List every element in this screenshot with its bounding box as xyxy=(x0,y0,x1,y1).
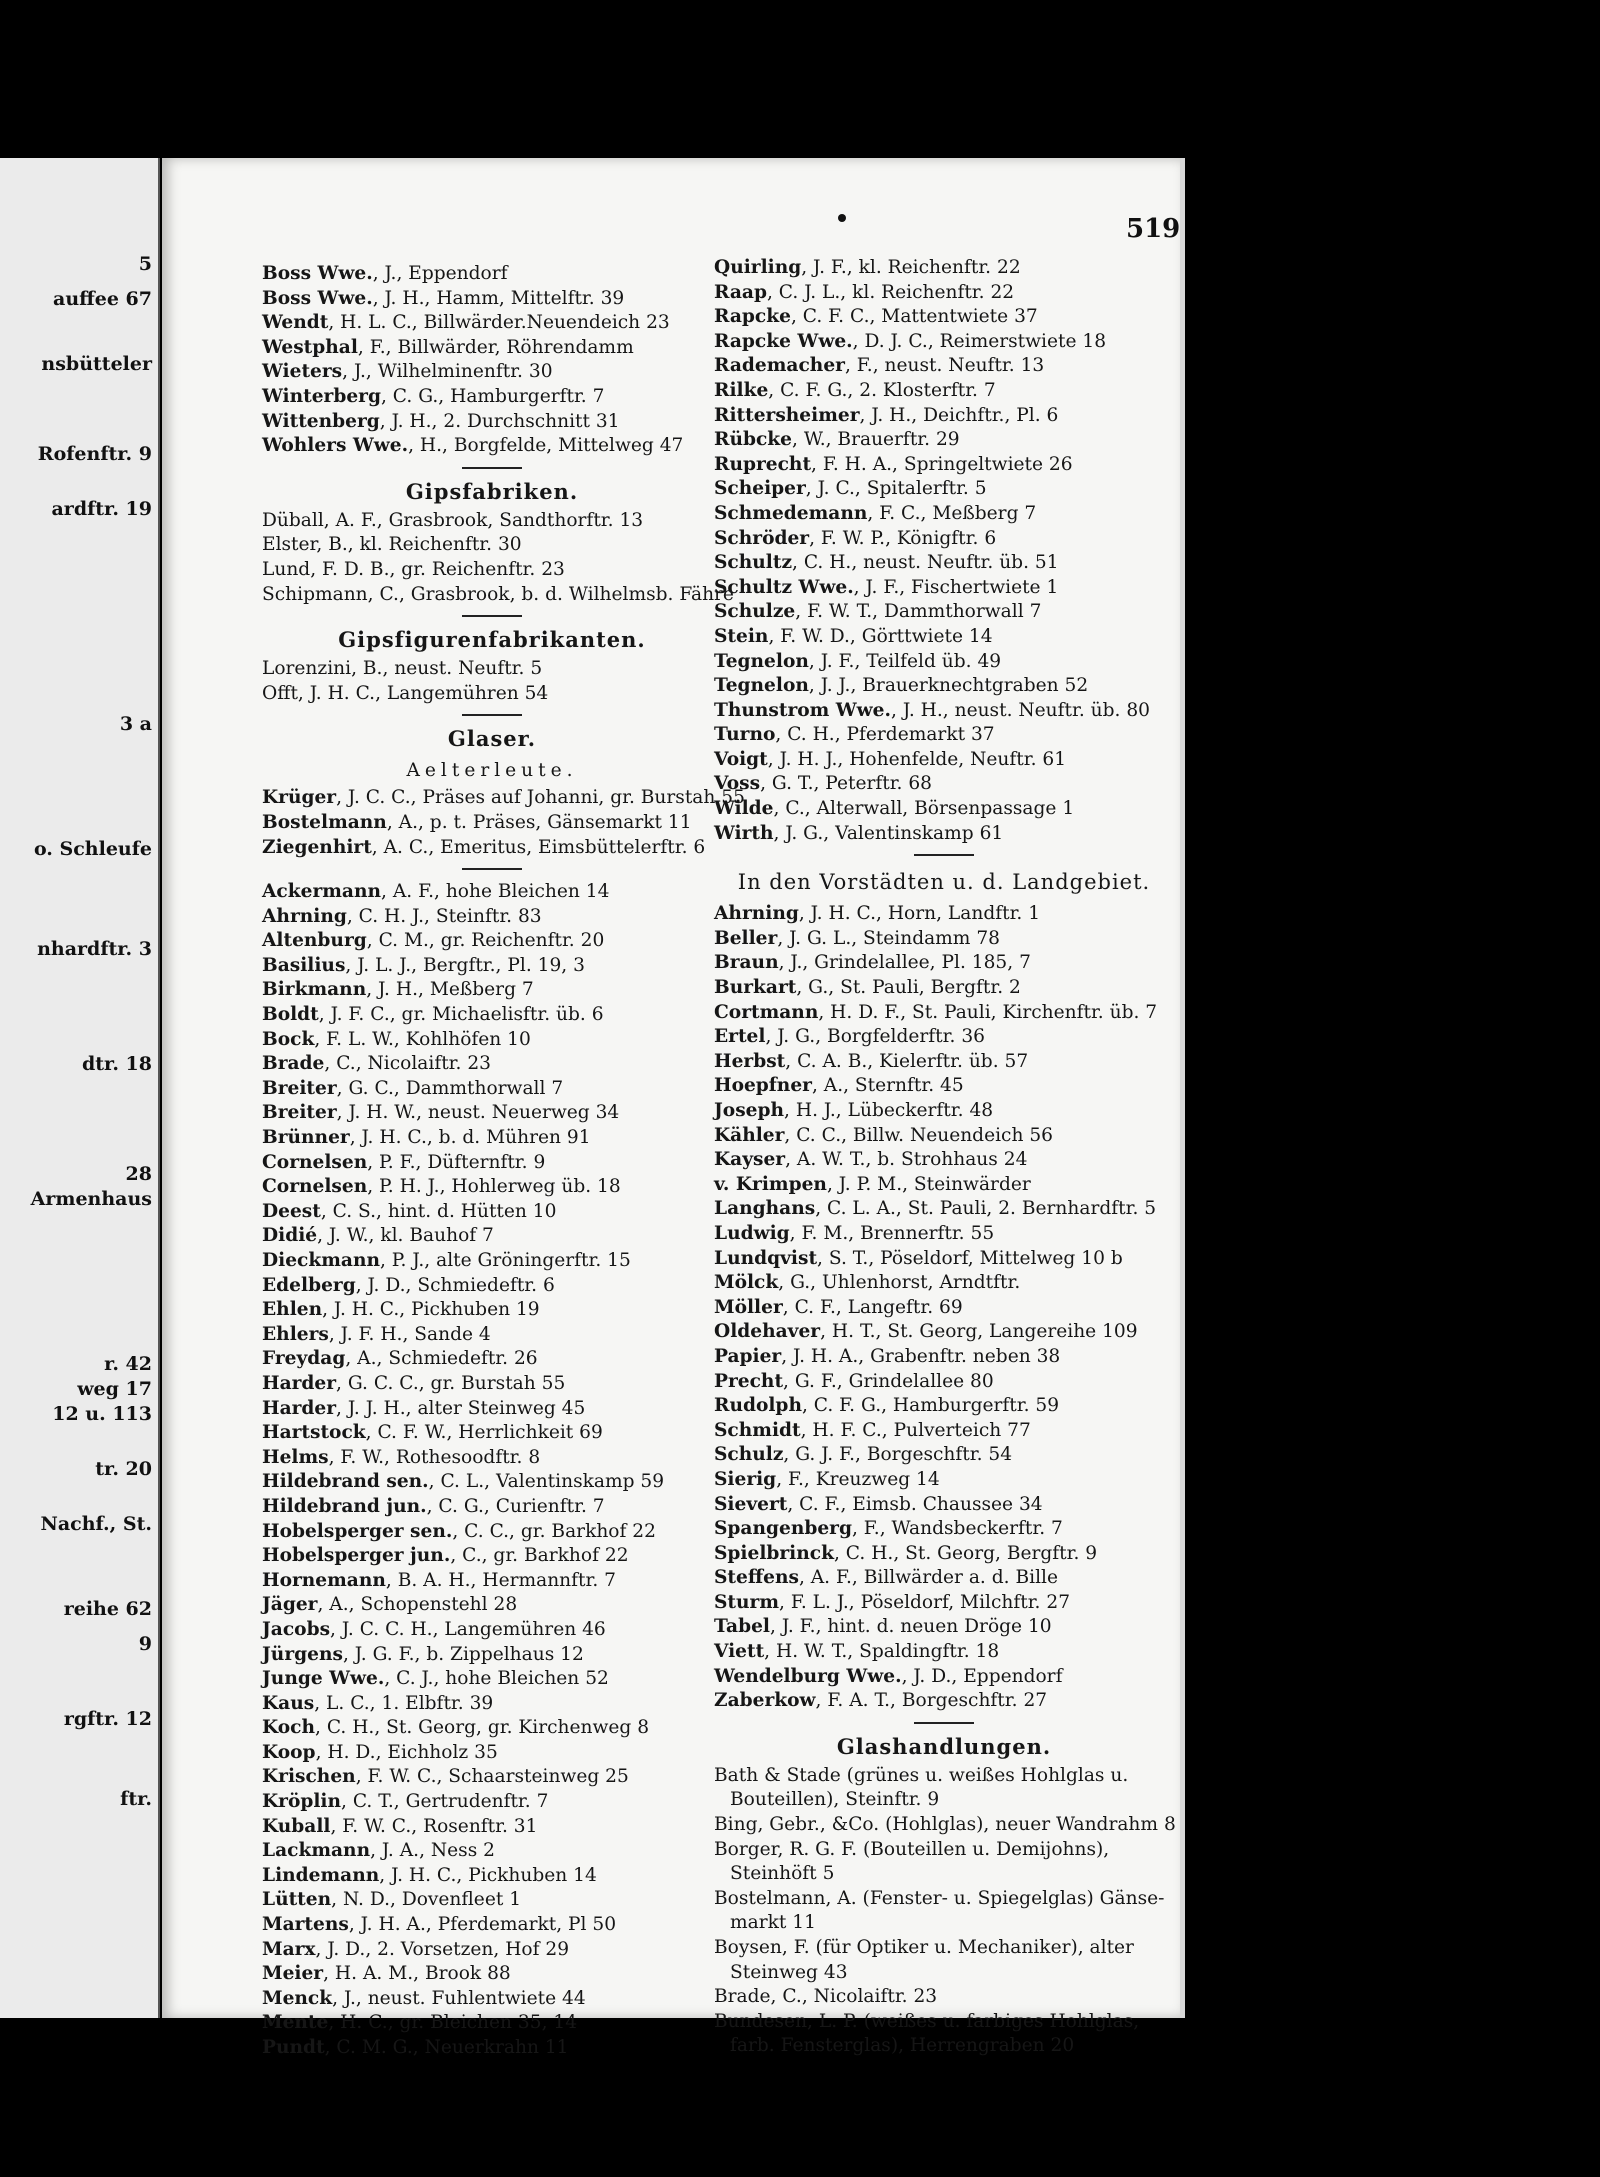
directory-entry: Meier, H. A. M., Brook 88 xyxy=(262,1963,511,1985)
left-page-fragment: nhardftr. 3 xyxy=(37,938,152,960)
vorstaedte-entries xyxy=(714,902,1174,1714)
directory-entry: Dieckmann, P. J., alte Gröningerftr. 15 xyxy=(262,1250,631,1271)
directory-entry: v. Krimpen, J. P. M., Steinwärder xyxy=(714,1173,1031,1195)
section-rule xyxy=(914,854,974,856)
left-page-fragment: ardftr. 19 xyxy=(51,498,152,520)
directory-entry: Cortmann, H. D. F., St. Pauli, Kirchenftr. üb. 7 xyxy=(714,1001,1158,1023)
directory-entry: Schulze, F. W. T., Dammthorwall 7 xyxy=(714,601,1042,623)
directory-entry: Beller, J. G. L., Steindamm 78 xyxy=(714,927,1001,949)
directory-entry: Lund, F. D. B., gr. Reichenftr. 23 xyxy=(262,558,565,580)
directory-entry: Joseph, H. J., Lübeckerftr. 48 xyxy=(714,1100,994,1121)
directory-entry: Brade, C., Nicolaiftr. 23 xyxy=(714,1986,938,2008)
directory-entry: Boss Wwe., J. H., Hamm, Mittelftr. 39 xyxy=(262,287,625,309)
section-heading-glashandlungen: Glashandlungen. xyxy=(836,1733,1052,1759)
directory-entry: Basilius, J. L. J., Bergftr., Pl. 19, 3 xyxy=(262,954,585,976)
glaser-entries xyxy=(262,880,722,2061)
directory-entry: Braun, J., Grindelallee, Pl. 185, 7 xyxy=(714,952,1031,974)
directory-entry: Jacobs, J. C. C. H., Langemühren 46 xyxy=(262,1618,606,1640)
left-page-fragment: 9 xyxy=(138,1633,152,1655)
directory-entry: Lorenzini, B., neust. Neuftr. 5 xyxy=(262,658,543,680)
directory-entry: Spangenberg, F., Wandsbeckerftr. 7 xyxy=(714,1518,1063,1540)
directory-entry: Düball, A. F., Grasbrook, Sandthorftr. 13 xyxy=(262,509,644,531)
directory-entry: Bundesen, L. P. (weißes u. farbiges Hohlglas, xyxy=(714,2010,1140,2032)
directory-entry: Scheiper, J. C., Spitalerftr. 5 xyxy=(714,478,987,500)
directory-entry: Sturm, F. L. J., Pöseldorf, Milchftr. 27 xyxy=(714,1591,1071,1613)
directory-entry: Bock, F. L. W., Kohlhöfen 10 xyxy=(262,1028,531,1050)
directory-entry: Wendelburg Wwe., J. D., Eppendorf xyxy=(714,1665,1063,1687)
directory-entry: Harder, G. C. C., gr. Burstah 55 xyxy=(262,1372,566,1394)
directory-entry: Kayser, A. W. T., b. Strohhaus 24 xyxy=(714,1149,1028,1171)
directory-entry: Rapcke, C. F. C., Mattentwiete 37 xyxy=(714,306,1038,328)
directory-entry: Lütten, N. D., Dovenfleet 1 xyxy=(262,1889,522,1911)
directory-entry: Stein, F. W. D., Görttwiete 14 xyxy=(714,625,993,647)
left-page-fragment: weg 17 xyxy=(77,1378,152,1400)
directory-entry: Winterberg, C. G., Hamburgerftr. 7 xyxy=(262,385,605,407)
directory-entry: Spielbrinck, C. H., St. Georg, Bergftr. 9 xyxy=(714,1542,1098,1564)
directory-entry: Boldt, J. F. C., gr. Michaelisftr. üb. 6 xyxy=(262,1004,604,1026)
directory-entry: Rademacher, F., neust. Neuftr. 13 xyxy=(714,355,1045,377)
directory-entry: Zaberkow, F. A. T., Borgeschftr. 27 xyxy=(714,1690,1048,1712)
directory-entry: Voss, G. T., Peterftr. 68 xyxy=(714,773,933,795)
directory-entry: Ahrning, C. H. J., Steinftr. 83 xyxy=(262,905,542,927)
section-rule xyxy=(462,467,522,469)
directory-entry: Papier, J. H. A., Grabenftr. neben 38 xyxy=(714,1345,1061,1367)
directory-entry: Freydag, A., Schmiedeftr. 26 xyxy=(262,1348,538,1370)
directory-entry: Ziegenhirt, A. C., Emeritus, Eimsbüttelerftr. 6 xyxy=(262,836,706,858)
ink-dot xyxy=(838,214,846,222)
directory-entry: Bath & Stade (grünes u. weißes Hohlglas u. xyxy=(714,1764,1129,1786)
directory-entry: Brade, C., Nicolaiftr. 23 xyxy=(262,1053,492,1075)
directory-entry: Deest, C. S., hint. d. Hütten 10 xyxy=(262,1200,557,1222)
directory-entry: Herbst, C. A. B., Kielerftr. üb. 57 xyxy=(714,1050,1029,1072)
section-rule xyxy=(462,714,522,716)
section-rule xyxy=(914,1722,974,1724)
directory-entry: Menck, J., neust. Fuhlentwiete 44 xyxy=(262,1987,586,2009)
previous-page-edge xyxy=(0,158,160,2018)
directory-entry: Wilde, C., Alterwall, Börsenpassage 1 xyxy=(714,798,1075,820)
directory-entry: Precht, G. F., Grindelallee 80 xyxy=(714,1370,994,1392)
left-page-fragment: nsbütteler xyxy=(41,353,152,375)
glashandlungen-entries xyxy=(714,1764,1174,2059)
directory-entry: Schipmann, C., Grasbrook, b. d. Wilhelmsb. Fähre xyxy=(262,583,734,605)
section-heading-glaser: Glaser. xyxy=(447,726,537,752)
directory-entry: Hildebrand jun., C. G., Curienftr. 7 xyxy=(262,1495,605,1517)
directory-entry-continuation: Steinhöft 5 xyxy=(730,1863,835,1885)
directory-entry: Pundt, C. M. G., Neuerkrahn 11 xyxy=(262,2037,569,2058)
directory-entry: Wendt, H. L. C., Billwärder.Neuendeich 23 xyxy=(262,312,670,334)
directory-entry: Harder, J. J. H., alter Steinweg 45 xyxy=(262,1397,586,1419)
directory-entry: Hartstock, C. F. W., Herrlichkeit 69 xyxy=(262,1422,603,1444)
directory-entry: Brünner, J. H. C., b. d. Mühren 91 xyxy=(262,1127,591,1149)
directory-entry: Quirling, J. F., kl. Reichenftr. 22 xyxy=(714,257,1021,278)
directory-entry: Schultz Wwe., J. F., Fischertwiete 1 xyxy=(714,576,1059,598)
directory-entry: Koop, H. D., Eichholz 35 xyxy=(262,1741,498,1763)
directory-entry: Hobelsperger sen., C. C., gr. Barkhof 22 xyxy=(262,1520,656,1542)
left-page-fragment: 28 xyxy=(125,1163,152,1185)
directory-entry: Helms, F. W., Rothesoodftr. 8 xyxy=(262,1446,541,1468)
directory-entry: Cornelsen, P. H. J., Hohlerweg üb. 18 xyxy=(262,1176,621,1198)
directory-entry: Ackermann, A. F., hohe Bleichen 14 xyxy=(262,881,610,903)
directory-entry: Bing, Gebr., &Co. (Hohlglas), neuer Wandrahm 8 xyxy=(714,1814,1176,1836)
directory-entry: Boss Wwe., J., Eppendorf xyxy=(262,263,508,284)
section-heading-vorstaedte: In den Vorstädten u. d. Landgebiet. xyxy=(737,870,1151,895)
right-column xyxy=(714,256,1174,2059)
directory-entry: Marx, J. D., 2. Vorsetzen, Hof 29 xyxy=(262,1938,570,1960)
directory-entry: Tegnelon, J. J., Brauerknechtgraben 52 xyxy=(714,675,1089,697)
directory-entry: Lackmann, J. A., Ness 2 xyxy=(262,1840,496,1862)
left-page-fragment: 12 u. 113 xyxy=(52,1403,152,1425)
directory-entry: Ludwig, F. M., Brennerftr. 55 xyxy=(714,1222,995,1244)
directory-entry: Breiter, J. H. W., neust. Neuerweg 34 xyxy=(262,1102,620,1124)
directory-entry: Altenburg, C. M., gr. Reichenftr. 20 xyxy=(262,930,605,952)
left-page-fragment: Nachf., St. xyxy=(40,1513,152,1535)
left-page-fragment: reihe 62 xyxy=(63,1598,152,1620)
directory-entry: Ehlers, J. F. H., Sande 4 xyxy=(262,1323,491,1345)
directory-entry: Rilke, C. F. G., 2. Klosterftr. 7 xyxy=(714,379,996,401)
directory-entry: Lundqvist, S. T., Pöseldorf, Mittelweg 10 b xyxy=(714,1247,1123,1269)
directory-entry: Möller, C. F., Langeftr. 69 xyxy=(714,1296,963,1318)
directory-entry-continuation: Bouteillen), Steinftr. 9 xyxy=(730,1789,940,1811)
directory-entry: Borger, R. G. F. (Bouteillen u. Demijohns), xyxy=(714,1838,1110,1860)
directory-entry: Sievert, C. F., Eimsb. Chaussee 34 xyxy=(714,1493,1043,1515)
directory-entry: Hornemann, B. A. H., Hermannftr. 7 xyxy=(262,1569,616,1591)
directory-entry: Mente, H. C., gr. Bleichen 35, 14 xyxy=(262,2012,578,2034)
directory-entry: Voigt, J. H. J., Hohenfelde, Neuftr. 61 xyxy=(714,748,1067,770)
gipsfabriken-entries xyxy=(262,509,734,607)
directory-entry: Boysen, F. (für Optiker u. Mechaniker), alter xyxy=(714,1937,1134,1958)
directory-entry: Offt, J. H. C., Langemühren 54 xyxy=(262,682,549,704)
page-edge xyxy=(1180,158,1185,2018)
section-rule xyxy=(462,615,522,617)
left-page-fragment: o. Schleufe xyxy=(33,838,152,860)
left-top-entries xyxy=(262,262,722,459)
directory-entry: Burkart, G., St. Pauli, Bergftr. 2 xyxy=(714,977,1021,999)
gipsfiguren-entries xyxy=(262,657,722,706)
directory-entry: Westphal, F., Billwärder, Röhrendamm xyxy=(262,336,634,358)
directory-entry: Ertel, J. G., Borgfelderftr. 36 xyxy=(714,1026,985,1048)
directory-entry: Ruprecht, F. H. A., Springeltwiete 26 xyxy=(714,453,1073,475)
directory-entry: Kaus, L. C., 1. Elbftr. 39 xyxy=(262,1692,494,1714)
directory-entry: Jürgens, J. G. F., b. Zippelhaus 12 xyxy=(262,1643,584,1665)
directory-entry: Junge Wwe., C. J., hohe Bleichen 52 xyxy=(262,1668,609,1690)
directory-entry: Martens, J. H. A., Pferdemarkt, Pl 50 xyxy=(262,1914,617,1936)
directory-entry: Didié, J. W., kl. Bauhof 7 xyxy=(262,1225,494,1247)
directory-entry: Wieters, J., Wilhelminenftr. 30 xyxy=(262,361,553,383)
left-page-fragment: 3 a xyxy=(119,713,152,735)
directory-entry: Schmedemann, F. C., Meßberg 7 xyxy=(714,502,1037,524)
directory-entry: Schultz, C. H., neust. Neuftr. üb. 51 xyxy=(714,552,1059,574)
directory-entry-continuation: farb. Fensterglas), Herrengraben 20 xyxy=(730,2035,1075,2057)
directory-entry: Sierig, F., Kreuzweg 14 xyxy=(714,1468,940,1490)
directory-entry: Viett, H. W. T., Spaldingftr. 18 xyxy=(714,1641,1000,1663)
directory-entry: Langhans, C. L. A., St. Pauli, 2. Bernhardftr. 5 xyxy=(714,1198,1157,1220)
directory-entry: Raap, C. J. L., kl. Reichenftr. 22 xyxy=(714,281,1015,303)
directory-entry: Rübcke, W., Brauerftr. 29 xyxy=(714,429,960,451)
page-number: 519 xyxy=(1126,214,1181,244)
elders-entries xyxy=(262,786,745,860)
directory-entry: Jäger, A., Schopenstehl 28 xyxy=(262,1594,518,1616)
directory-entry: Kuball, F. W. C., Rosenftr. 31 xyxy=(262,1815,538,1837)
left-page-fragment: dtr. 18 xyxy=(82,1053,152,1075)
directory-entry: Birkmann, J. H., Meßberg 7 xyxy=(262,979,534,1001)
left-page-fragment: rgftr. 12 xyxy=(63,1708,152,1730)
directory-entry: Wirth, J. G., Valentinskamp 61 xyxy=(714,822,1004,844)
directory-entry: Breiter, G. C., Dammthorwall 7 xyxy=(262,1077,564,1099)
left-page-fragment: tr. 20 xyxy=(95,1458,152,1480)
subheading-aelterleute: Aelterleute. xyxy=(406,760,578,782)
directory-entry: Cornelsen, P. F., Düfternftr. 9 xyxy=(262,1151,546,1173)
directory-entry: Wohlers Wwe., H., Borgfelde, Mittelweg 47 xyxy=(262,435,684,457)
left-page-fragment: r. 42 xyxy=(104,1353,152,1375)
directory-entry: Kähler, C. C., Billw. Neuendeich 56 xyxy=(714,1124,1053,1146)
directory-entry: Schröder, F. W. P., Königftr. 6 xyxy=(714,527,997,549)
directory-entry: Hildebrand sen., C. L., Valentinskamp 59 xyxy=(262,1471,665,1493)
directory-entry: Ahrning, J. H. C., Horn, Landftr. 1 xyxy=(714,903,1041,925)
directory-entry: Krüger, J. C. C., Präses auf Johanni, gr. Burstah 55 xyxy=(262,787,745,809)
directory-entry: Koch, C. H., St. Georg, gr. Kirchenweg 8 xyxy=(262,1717,650,1739)
directory-entry: Schmidt, H. F. C., Pulverteich 77 xyxy=(714,1419,1031,1441)
directory-entry: Mölck, G., Uhlenhorst, Arndtftr. xyxy=(714,1272,1021,1294)
section-heading-gipsfabriken: Gipsfabriken. xyxy=(405,478,579,504)
left-page-fragment: Rofenftr. 9 xyxy=(37,443,152,465)
directory-entry: Elster, B., kl. Reichenftr. 30 xyxy=(262,534,522,556)
directory-entry: Hoepfner, A., Sternftr. 45 xyxy=(714,1075,964,1097)
directory-entry: Ehlen, J. H. C., Pickhuben 19 xyxy=(262,1299,540,1321)
left-column xyxy=(262,262,745,2061)
directory-entry: Turno, C. H., Pferdemarkt 37 xyxy=(714,724,995,746)
left-page-fragment: Armenhaus xyxy=(30,1188,152,1210)
directory-entry: Rapcke Wwe., D. J. C., Reimerstwiete 18 xyxy=(714,330,1107,352)
directory-entry: Steffens, A. F., Billwärder a. d. Bille xyxy=(714,1567,1058,1589)
section-rule xyxy=(462,868,522,870)
section-heading-gipsfiguren: Gipsfigurenfabrikanten. xyxy=(338,627,646,653)
directory-entry: Rudolph, C. F. G., Hamburgerftr. 59 xyxy=(714,1395,1060,1417)
left-page-fragment: auffee 67 xyxy=(53,288,152,310)
right-top-entries xyxy=(714,256,1174,846)
left-page-fragment: ftr. xyxy=(120,1788,152,1810)
directory-entry: Bostelmann, A., p. t. Präses, Gänsemarkt 11 xyxy=(262,811,692,833)
directory-entry-continuation: Steinweg 43 xyxy=(730,1961,848,1983)
directory-entry: Tegnelon, J. F., Teilfeld üb. 49 xyxy=(714,650,1002,672)
directory-entry: Lindemann, J. H. C., Pickhuben 14 xyxy=(262,1864,597,1886)
directory-entry: Thunstrom Wwe., J. H., neust. Neuftr. üb. 80 xyxy=(714,699,1151,721)
directory-entry: Kröplin, C. T., Gertrudenftr. 7 xyxy=(262,1791,549,1813)
directory-entry: Hobelsperger jun., C., gr. Barkhof 22 xyxy=(262,1545,629,1567)
directory-entry: Schulz, G. J. F., Borgeschftr. 54 xyxy=(714,1444,1013,1466)
directory-entry: Bostelmann, A. (Fenster- u. Spiegelglas) Gänse- xyxy=(714,1887,1165,1909)
directory-entry: Wittenberg, J. H., 2. Durchschnitt 31 xyxy=(262,410,620,432)
left-page-fragment: 5 xyxy=(138,253,152,275)
directory-entry: Edelberg, J. D., Schmiedeftr. 6 xyxy=(262,1274,555,1296)
directory-entry: Rittersheimer, J. H., Deichftr., Pl. 6 xyxy=(714,404,1059,426)
directory-entry: Krischen, F. W. C., Schaarsteinweg 25 xyxy=(262,1766,629,1788)
directory-entry: Oldehaver, H. T., St. Georg, Langereihe 109 xyxy=(714,1321,1138,1343)
directory-entry: Tabel, J. F., hint. d. neuen Dröge 10 xyxy=(714,1616,1052,1638)
directory-entry-continuation: markt 11 xyxy=(730,1912,816,1934)
